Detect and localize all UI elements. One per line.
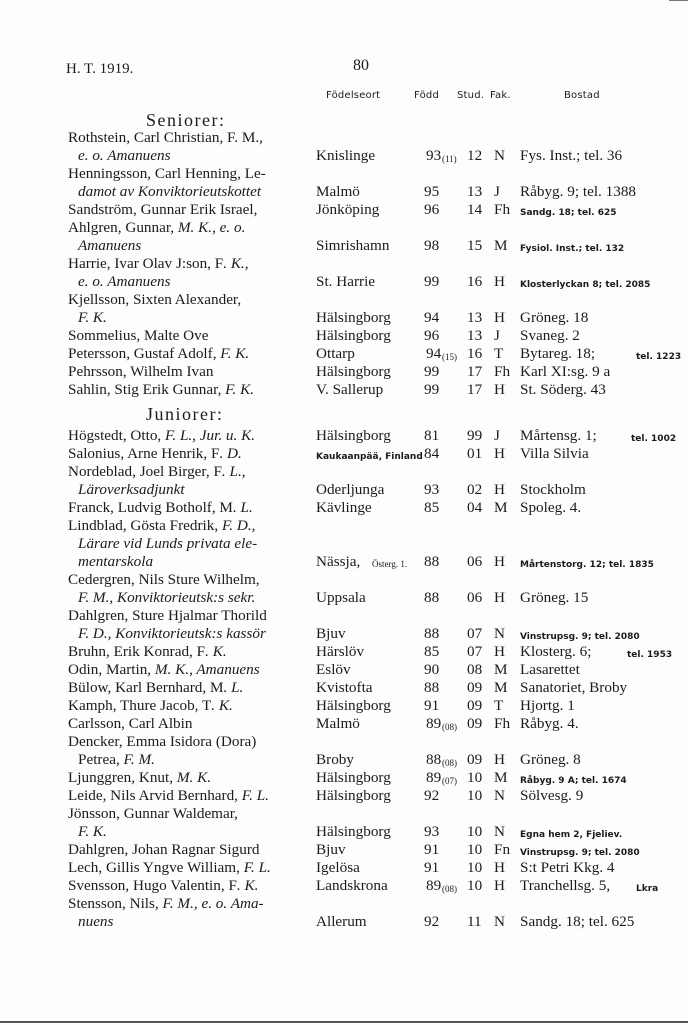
student-year: 06: [467, 553, 483, 570]
person-name: Dahlgren, Sture Hjalmar Thorild: [68, 607, 267, 624]
person-name: Leide, Nils Arvid Bernhard, F. L.: [68, 787, 269, 804]
address: Spoleg. 4.: [520, 499, 582, 516]
birth-year-extra: (15): [442, 352, 457, 362]
address: Sölvesg. 9: [520, 787, 584, 804]
birth-year: 96: [424, 201, 440, 218]
birthplace: Kävlinge: [316, 499, 372, 516]
person-name: Lärare vid Lunds privata ele-: [78, 535, 258, 552]
birthplace: Hälsingborg: [316, 327, 391, 344]
student-year: 01: [467, 445, 483, 462]
person-name: Ahlgren, Gunnar, M. K., e. o.: [68, 219, 246, 236]
person-name: Lech, Gillis Yngve William, F. L.: [68, 859, 271, 876]
student-year: 09: [467, 679, 483, 696]
address-extra: tel. 1953: [627, 650, 673, 660]
student-year: 14: [467, 201, 483, 218]
faculty: M: [494, 661, 508, 678]
student-year: 13: [467, 327, 483, 344]
column-header-stud: Stud.: [457, 90, 485, 101]
student-year: 10: [467, 877, 483, 894]
person-name: Kamph, Thure Jacob, T. K.: [68, 697, 233, 714]
person-name: Amanuens: [78, 237, 142, 254]
table-row: [0, 769, 688, 787]
faculty: N: [494, 625, 505, 642]
birth-year: 91: [424, 859, 440, 876]
faculty: J: [494, 327, 500, 344]
address: Råbyg. 4.: [520, 715, 579, 732]
birth-year: 93: [424, 481, 440, 498]
section-heading-juniors: Juniorer:: [146, 404, 224, 424]
faculty: Fh: [494, 715, 511, 732]
table-row: [0, 201, 688, 219]
address-extra: tel. 1002: [631, 434, 677, 444]
person-name: Pehrsson, Wilhelm Ivan: [68, 363, 214, 380]
faculty: T: [494, 697, 504, 714]
address: Gröneg. 18: [520, 309, 589, 326]
table-row: [0, 183, 688, 201]
address: Sandg. 18; tel. 625: [520, 208, 617, 218]
faculty: H: [494, 859, 505, 876]
birth-year: 84: [424, 445, 440, 462]
table-row: [0, 661, 688, 679]
faculty: M: [494, 769, 508, 786]
table-row: [0, 715, 688, 733]
address: Gröneg. 15: [520, 589, 589, 606]
faculty: T: [494, 345, 504, 362]
table-row: [0, 607, 688, 625]
person-name: Odin, Martin, M. K., Amanuens: [68, 661, 260, 678]
birth-year: 92: [424, 787, 440, 804]
person-name: Franck, Ludvig Botholf, M. L.: [68, 499, 253, 516]
birth-year: 88: [424, 589, 440, 606]
birth-year: 92: [424, 913, 440, 930]
table-row: [0, 859, 688, 877]
person-name: Läroverksadjunkt: [78, 481, 185, 498]
faculty: H: [494, 553, 505, 570]
person-name: e. o. Amanuens: [78, 273, 171, 290]
table-row: [0, 787, 688, 805]
person-name: Sahlin, Stig Erik Gunnar, F. K.: [68, 381, 255, 398]
person-name: Harrie, Ivar Olav J:son, F. K.,: [68, 255, 249, 272]
table-row: [0, 327, 688, 345]
birth-year: 89: [426, 769, 442, 786]
birth-year-extra: (08): [442, 722, 457, 732]
birth-year: 88: [424, 553, 440, 570]
top-corner-rule: [669, 0, 688, 5]
person-name: Cedergren, Nils Sture Wilhelm,: [68, 571, 260, 588]
faculty: H: [494, 643, 505, 660]
faculty: M: [494, 237, 508, 254]
student-year: 13: [467, 309, 483, 326]
address: Sandg. 18; tel. 625: [520, 913, 635, 930]
person-name: F. M., Konviktorieutsk:s sekr.: [78, 589, 256, 606]
table-row: [0, 273, 688, 291]
person-name: Sommelius, Malte Ove: [68, 327, 209, 344]
table-row: [0, 697, 688, 715]
faculty: H: [494, 589, 505, 606]
person-name: Bruhn, Erik Konrad, F. K.: [68, 643, 227, 660]
address: S:t Petri Kkg. 4: [520, 859, 615, 876]
student-year: 13: [467, 183, 483, 200]
birthplace: Hälsingborg: [316, 787, 391, 804]
table-row: [0, 129, 688, 147]
table-row: [0, 165, 688, 183]
person-name: Jönsson, Gunnar Waldemar,: [68, 805, 238, 822]
address: Fysiol. Inst.; tel. 132: [520, 244, 625, 254]
birth-year: 88: [426, 751, 442, 768]
person-name: F. K.: [78, 823, 107, 840]
table-row: [0, 553, 688, 571]
table-row: [0, 237, 688, 255]
birth-year-extra: (11): [442, 154, 457, 164]
address: Karl XI:sg. 9 a: [520, 363, 611, 380]
table-row: [0, 255, 688, 273]
address: Råbyg. 9 A; tel. 1674: [520, 776, 627, 786]
person-name: damot av Konviktorieutskottet: [78, 183, 262, 200]
address: Egna hem 2, Fjeliev.: [520, 830, 623, 840]
table-row: [0, 381, 688, 399]
student-year: 16: [467, 345, 483, 362]
column-header-fac: Fak.: [490, 90, 511, 101]
address: Klosterlyckan 8; tel. 2085: [520, 280, 651, 290]
student-year: 16: [467, 273, 483, 290]
birth-year: 89: [426, 715, 442, 732]
address: St. Söderg. 43: [520, 381, 606, 398]
birthplace: Broby: [316, 751, 354, 768]
table-row: [0, 643, 688, 661]
birthplace: Hälsingborg: [316, 697, 391, 714]
address-extra: tel. 1223: [636, 352, 682, 362]
address-extra: Lkra: [636, 884, 659, 894]
faculty: Fn: [494, 841, 511, 858]
address: Svaneg. 2: [520, 327, 580, 344]
birthplace: Hälsingborg: [316, 769, 391, 786]
person-name: Sandström, Gunnar Erik Israel,: [68, 201, 258, 218]
column-header-born: Född: [414, 90, 440, 101]
address: Lasarettet: [520, 661, 580, 678]
faculty: H: [494, 273, 505, 290]
table-row: [0, 445, 688, 463]
table-row: [0, 535, 688, 553]
birth-year: 93: [426, 147, 442, 164]
student-year: 09: [467, 751, 483, 768]
birthplace: Bjuv: [316, 841, 346, 858]
address: Tranchellsg. 5,: [520, 877, 611, 894]
column-header-addr: Bostad: [564, 90, 600, 101]
table-row: [0, 363, 688, 381]
address: Fys. Inst.; tel. 36: [520, 147, 623, 164]
person-name: Salonius, Arne Henrik, F. D.: [68, 445, 242, 462]
birth-year: 96: [424, 327, 440, 344]
person-name: Högstedt, Otto, F. L., Jur. u. K.: [68, 427, 256, 444]
table-row: [0, 679, 688, 697]
person-name: Nordeblad, Joel Birger, F. L.,: [68, 463, 246, 480]
address: Vinstrupsg. 9; tel. 2080: [520, 632, 640, 642]
birthplace-extra: Österg. 1.: [372, 559, 408, 569]
address: Råbyg. 9; tel. 1388: [520, 183, 637, 200]
address: Sanatoriet, Broby: [520, 679, 628, 696]
birth-year: 99: [424, 381, 440, 398]
birthplace: Uppsala: [316, 589, 366, 606]
person-name: Dahlgren, Johan Ragnar Sigurd: [68, 841, 260, 858]
birth-year: 88: [424, 679, 440, 696]
birthplace: Jönköping: [316, 201, 380, 218]
faculty: N: [494, 787, 505, 804]
term-label: H. T. 1919.: [66, 61, 134, 77]
student-year: 08: [467, 661, 483, 678]
birth-year: 90: [424, 661, 440, 678]
table-row: [0, 895, 688, 913]
table-row: [0, 733, 688, 751]
student-year: 09: [467, 715, 483, 732]
address: Villa Silvia: [520, 445, 589, 462]
student-year: 10: [467, 823, 483, 840]
person-name: nuens: [78, 913, 114, 930]
table-row: [0, 219, 688, 237]
student-year: 10: [467, 859, 483, 876]
birthplace: Allerum: [316, 913, 367, 930]
table-row: [0, 751, 688, 769]
table-row: [0, 463, 688, 481]
person-name: Petersson, Gustaf Adolf, F. K.: [68, 345, 250, 362]
student-year: 06: [467, 589, 483, 606]
faculty: N: [494, 823, 505, 840]
faculty: H: [494, 309, 505, 326]
faculty: J: [494, 427, 500, 444]
address: Bytareg. 18;: [520, 345, 596, 362]
birthplace: Malmö: [316, 715, 360, 732]
address: Mårtenstorg. 12; tel. 1835: [520, 560, 654, 570]
birth-year-extra: (08): [442, 758, 457, 768]
student-year: 04: [467, 499, 483, 516]
birth-year: 95: [424, 183, 440, 200]
birthplace: Kvistofta: [316, 679, 373, 696]
birthplace: Malmö: [316, 183, 360, 200]
table-row: [0, 345, 688, 363]
table-row: [0, 913, 688, 931]
birthplace: Hälsingborg: [316, 363, 391, 380]
birthplace: Simrishamn: [316, 237, 390, 254]
bottom-rule: [0, 1021, 688, 1023]
student-year: 15: [467, 237, 483, 254]
table-row: [0, 517, 688, 535]
faculty: J: [494, 183, 500, 200]
person-name: Svensson, Hugo Valentin, F. K.: [68, 877, 259, 894]
person-name: Ljunggren, Knut, M. K.: [68, 769, 211, 786]
table-row: [0, 571, 688, 589]
birthplace: Oderljunga: [316, 481, 385, 498]
student-year: 11: [467, 913, 482, 930]
student-year: 17: [467, 381, 483, 398]
birth-year: 99: [424, 273, 440, 290]
birthplace: Bjuv: [316, 625, 346, 642]
person-name: Petrea, F. M.: [78, 751, 155, 768]
address: Klosterg. 6;: [520, 643, 592, 660]
student-year: 17: [467, 363, 483, 380]
table-row: [0, 841, 688, 859]
person-name: Carlsson, Carl Albin: [68, 715, 193, 732]
faculty: M: [494, 679, 508, 696]
birth-year: 88: [424, 625, 440, 642]
birth-year: 85: [424, 499, 440, 516]
student-year: 10: [467, 787, 483, 804]
birth-year: 91: [424, 841, 440, 858]
birth-year: 85: [424, 643, 440, 660]
faculty: N: [494, 147, 505, 164]
faculty: Fh: [494, 363, 511, 380]
person-name: Bülow, Karl Bernhard, M. L.: [68, 679, 244, 696]
person-name: Henningsson, Carl Henning, Le-: [68, 165, 266, 182]
faculty: N: [494, 913, 505, 930]
student-year: 12: [467, 147, 483, 164]
birthplace: Hälsingborg: [316, 823, 391, 840]
person-name: Rothstein, Carl Christian, F. M.,: [68, 129, 263, 146]
student-year: 02: [467, 481, 483, 498]
table-row: [0, 823, 688, 841]
person-name: Lindblad, Gösta Fredrik, F. D.,: [68, 517, 256, 534]
person-name: mentarskola: [78, 553, 154, 570]
faculty: M: [494, 499, 508, 516]
table-row: [0, 805, 688, 823]
section-heading-seniors: Seniorer:: [146, 110, 226, 130]
birthplace: Nässja,: [316, 553, 361, 570]
person-name: F. D., Konviktorieutsk:s kassör: [78, 625, 266, 642]
birthplace: Ottarp: [316, 345, 355, 362]
address: Stockholm: [520, 481, 586, 498]
table-row: [0, 309, 688, 327]
student-year: 99: [467, 427, 483, 444]
birth-year: 99: [424, 363, 440, 380]
birth-year: 81: [424, 427, 440, 444]
birthplace: Landskrona: [316, 877, 388, 894]
table-row: [0, 625, 688, 643]
birth-year-extra: (08): [442, 884, 457, 894]
birthplace: Härslöv: [316, 643, 365, 660]
student-year: 07: [467, 625, 483, 642]
birth-year: 94: [424, 309, 440, 326]
birth-year: 98: [424, 237, 440, 254]
student-year: 09: [467, 697, 483, 714]
table-row: [0, 147, 688, 165]
table-row: [0, 499, 688, 517]
person-name: Kjellsson, Sixten Alexander,: [68, 291, 242, 308]
address: Gröneg. 8: [520, 751, 581, 768]
student-year: 07: [467, 643, 483, 660]
faculty: H: [494, 481, 505, 498]
birth-year: 94: [426, 345, 442, 362]
birthplace: Hälsingborg: [316, 427, 391, 444]
birthplace: Kaukaanpää, Finland: [316, 452, 423, 462]
address: Vinstrupsg. 9; tel. 2080: [520, 848, 640, 858]
page-number: 80: [353, 57, 369, 74]
faculty: H: [494, 751, 505, 768]
birthplace: Knislinge: [316, 147, 376, 164]
birth-year: 93: [424, 823, 440, 840]
table-row: [0, 481, 688, 499]
birthplace: V. Sallerup: [316, 381, 384, 398]
birthplace: Igelösa: [316, 859, 360, 876]
person-name: Stensson, Nils, F. M., e. o. Ama-: [68, 895, 264, 912]
faculty: H: [494, 445, 505, 462]
birthplace: Eslöv: [316, 661, 351, 678]
student-year: 10: [467, 841, 483, 858]
faculty: H: [494, 877, 505, 894]
birth-year: 89: [426, 877, 442, 894]
birthplace: Hälsingborg: [316, 309, 391, 326]
address: Mårtensg. 1;: [520, 427, 597, 444]
person-name: F. K.: [78, 309, 107, 326]
birth-year-extra: (07): [442, 776, 457, 786]
table-row: [0, 291, 688, 309]
table-row: [0, 427, 688, 445]
birth-year: 91: [424, 697, 440, 714]
table-row: [0, 589, 688, 607]
faculty: H: [494, 381, 505, 398]
faculty: Fh: [494, 201, 511, 218]
birthplace: St. Harrie: [316, 273, 376, 290]
person-name: e. o. Amanuens: [78, 147, 171, 164]
address: Hjortg. 1: [520, 697, 575, 714]
person-name: Dencker, Emma Isidora (Dora): [68, 733, 257, 750]
student-year: 10: [467, 769, 483, 786]
table-row: [0, 877, 688, 895]
column-header-place: Födelseort: [326, 90, 381, 101]
